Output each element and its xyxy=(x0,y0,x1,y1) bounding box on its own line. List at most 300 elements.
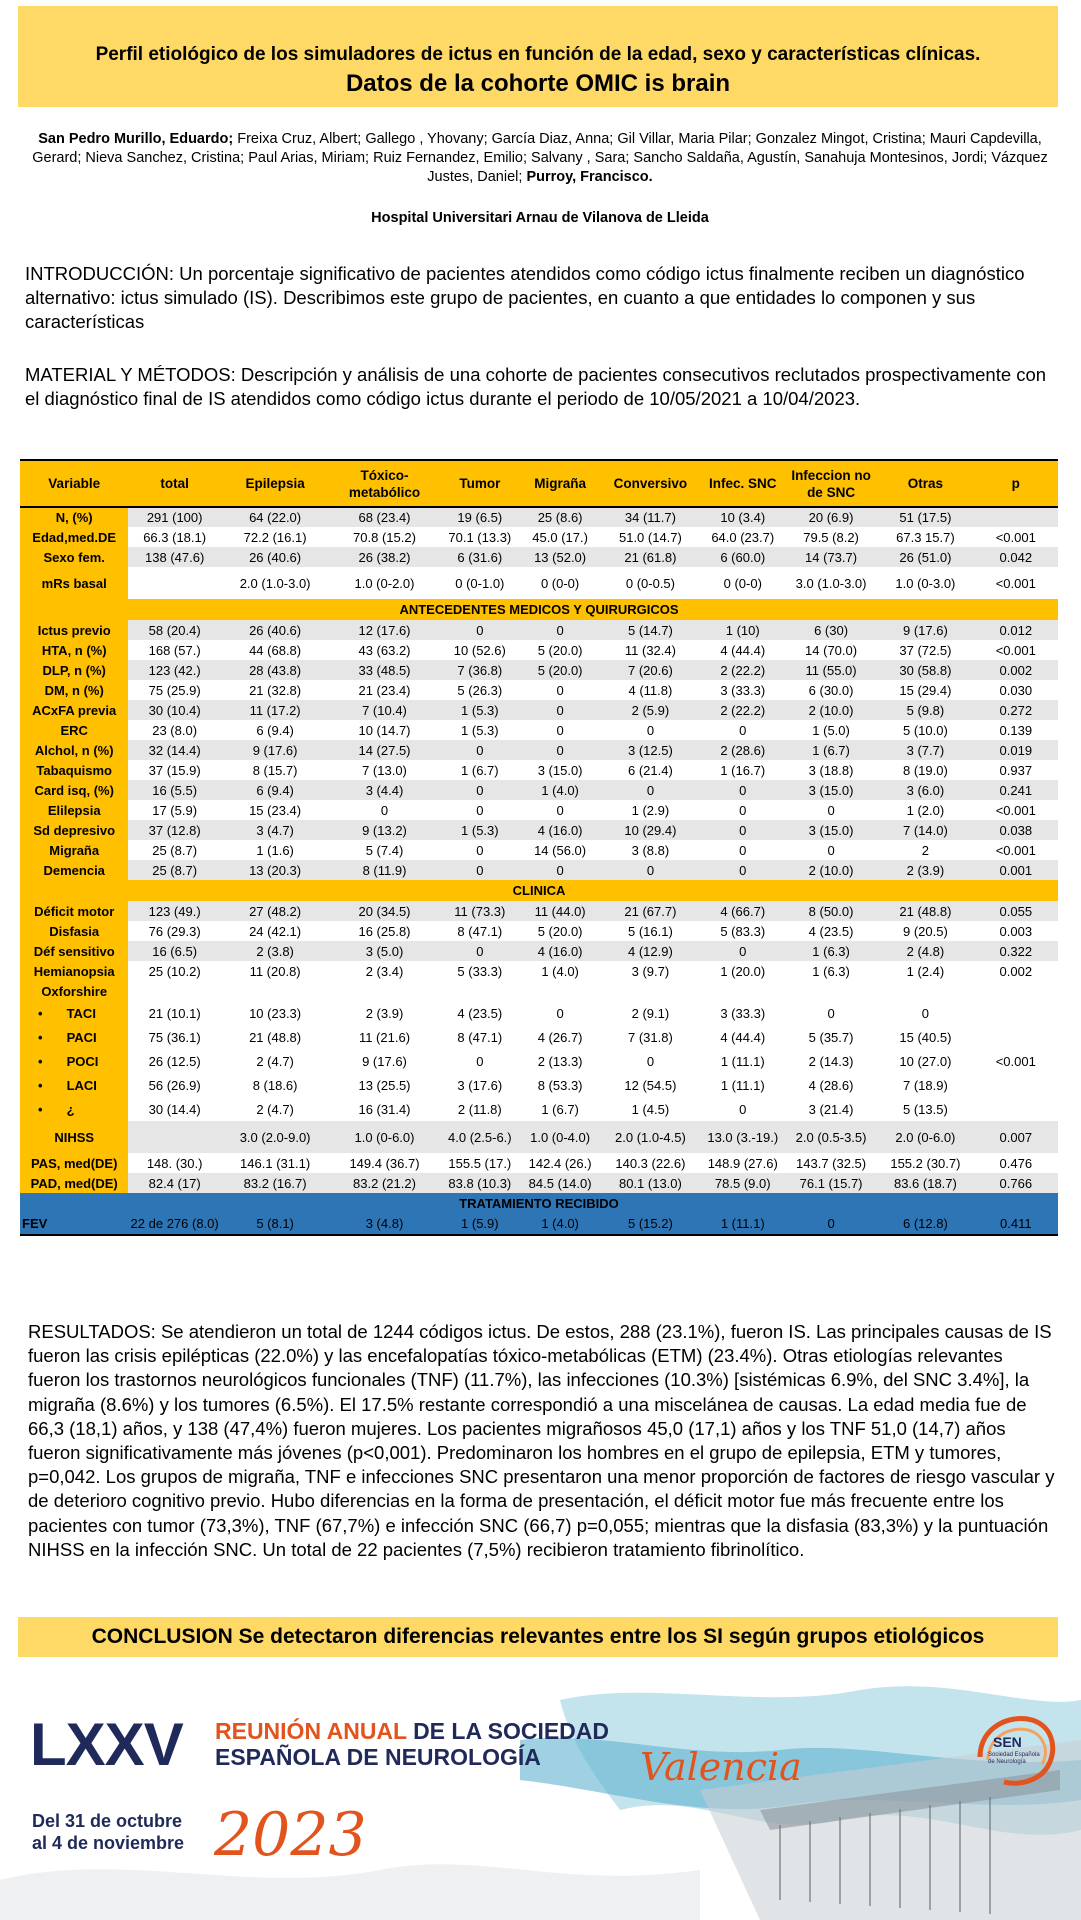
table-cell: 14 (56.0) xyxy=(534,842,587,858)
table-cell xyxy=(600,981,700,1001)
table-cell: 4 (28.6) xyxy=(808,1077,854,1093)
author-list xyxy=(22,130,1058,187)
table-header-cell: Tumor xyxy=(440,460,520,507)
table-cell: 0.038 xyxy=(974,820,1058,840)
table-cell: 58 (20.4) xyxy=(128,620,221,640)
table-cell: 8 (19.0) xyxy=(903,762,948,778)
table-cell: 4 (26.7) xyxy=(537,1029,583,1045)
last-author: Purroy, Francisco. xyxy=(526,169,653,185)
table-cell: 11 (55.0) xyxy=(785,660,877,680)
table-cell: 1 (5.3) xyxy=(440,820,520,840)
table-cell: 2 (3.9) xyxy=(365,1005,404,1021)
table-cell: 0.322 xyxy=(974,941,1058,961)
table-cell: 6 (60.0) xyxy=(701,547,785,567)
table-cell: 2 (13.3) xyxy=(537,1053,583,1069)
table-cell: 0 xyxy=(827,1005,835,1021)
table-cell: 1 (5.9) xyxy=(440,1213,520,1235)
table-cell: 32 (14.4) xyxy=(128,740,221,760)
table-cell: 4 (44.4) xyxy=(720,1029,766,1045)
table-row xyxy=(20,1153,1058,1173)
table-cell: 64.0 (23.7) xyxy=(711,529,775,545)
row-label: Déficit motor xyxy=(20,901,128,921)
table-cell: 15 (29.4) xyxy=(899,682,952,698)
table-cell: 3 (8.8) xyxy=(631,842,670,858)
table-cell: 10 (23.3) xyxy=(249,1005,302,1021)
table-cell: 14 (70.0) xyxy=(805,642,858,658)
table-cell: 5 (7.4) xyxy=(365,842,404,858)
row-label: Sexo fem. xyxy=(20,547,128,567)
table-cell: 5 (16.1) xyxy=(628,923,673,939)
table-header-cell: Conversivo xyxy=(600,460,700,507)
table-cell: 13 (20.3) xyxy=(221,860,329,880)
oxf-label: ¿ xyxy=(66,1101,75,1117)
table-cell: 5 (13.5) xyxy=(903,1101,948,1117)
table-cell: 8 (50.0) xyxy=(785,901,877,921)
table-cell: 44 (68.8) xyxy=(249,642,302,658)
table-cell: 2 (4.8) xyxy=(877,941,973,961)
row-label: Oxforshire xyxy=(20,981,128,1001)
table-cell: 28 (43.8) xyxy=(221,660,329,680)
table-cell: <0.001 xyxy=(995,575,1036,591)
table-cell: 7 (14.0) xyxy=(877,820,973,840)
table-cell: 4 (23.5) xyxy=(808,923,854,939)
table-cell: 2 (22.2) xyxy=(701,660,785,680)
table-row xyxy=(20,1073,1058,1097)
table-cell: 291 (100) xyxy=(128,507,221,527)
row-label: Déf sensitivo xyxy=(20,941,128,961)
table-cell: 2.0 (1.0-3.0) xyxy=(239,575,311,591)
table-cell: 0 xyxy=(520,740,600,760)
table-cell: 2 (4.7) xyxy=(256,1101,294,1117)
table-cell: 76.1 (15.7) xyxy=(785,1173,877,1193)
table-cell: 13 (52.0) xyxy=(520,547,600,567)
table-cell: 19 (6.5) xyxy=(440,507,520,527)
table-cell: 0 (0-1.0) xyxy=(455,575,505,591)
row-label: Card isq, (%) xyxy=(20,780,128,800)
dates-line-2: al 4 de noviembre xyxy=(32,1833,185,1853)
table-cell: 2 (10.0) xyxy=(785,860,877,880)
table-cell: 2 (22.2) xyxy=(701,700,785,720)
table-cell: 30 (10.4) xyxy=(128,700,221,720)
table-row xyxy=(20,1049,1058,1073)
table-cell: 1 (10) xyxy=(701,620,785,640)
table-cell: 155.5 (17.) xyxy=(448,1155,512,1171)
table-cell: 75 (36.1) xyxy=(148,1029,201,1045)
table-row xyxy=(20,961,1058,981)
table-cell: 56 (26.9) xyxy=(148,1077,201,1093)
table-row xyxy=(20,800,1058,820)
table-cell: 8 (47.1) xyxy=(457,1029,503,1045)
row-label: Demencia xyxy=(20,860,128,880)
table-row xyxy=(20,640,1058,660)
table-cell: 3 (15.0) xyxy=(537,762,583,778)
table-cell: 0 xyxy=(646,722,655,738)
table-cell: 10 (14.7) xyxy=(358,722,411,738)
table-cell: 25 (10.2) xyxy=(148,963,201,979)
table-cell: 0.411 xyxy=(974,1213,1058,1235)
table-cell: 25 (8.7) xyxy=(152,842,198,858)
table-cell: 4 (66.7) xyxy=(701,901,785,921)
table-cell: 0 xyxy=(739,722,747,738)
table-cell: 9 (17.6) xyxy=(362,1053,407,1069)
table-row xyxy=(20,941,1058,961)
table-cell: 13 (25.5) xyxy=(358,1077,411,1093)
table-cell: 2.0 (1.0-4.5) xyxy=(600,1121,700,1153)
table-cell: 0 xyxy=(520,860,600,880)
table-cell: 0.241 xyxy=(974,780,1058,800)
row-label: ERC xyxy=(20,720,128,740)
table-cell: 9 (13.2) xyxy=(329,820,439,840)
table-cell: 5 (20.0) xyxy=(537,642,583,658)
results-table xyxy=(20,459,1058,1236)
methods-text: MATERIAL Y MÉTODOS: Descripción y análisis de una cohorte de pacientes consecutivos reclutados prospectivamente con el diagnóstico final de IS atendidos como código ictus durante el periodo de 10/05/2021 a 10/04/2023. xyxy=(25,364,1047,409)
table-cell: 20 (34.5) xyxy=(329,901,439,921)
table-cell: 1.0 (0-3.0) xyxy=(895,575,956,591)
table-cell: 25 (8.6) xyxy=(520,507,600,527)
table-cell: 2.0 (0-6.0) xyxy=(877,1121,973,1153)
table-cell: 0.476 xyxy=(999,1155,1033,1171)
oxf-label: PACI xyxy=(66,1029,97,1045)
table-cell: 1 (11.1) xyxy=(720,1053,765,1069)
table-cell: 0 xyxy=(440,941,520,961)
table-cell: 9 (20.5) xyxy=(903,923,948,939)
table-cell: 0 xyxy=(921,1005,930,1021)
table-cell: 0.001 xyxy=(974,860,1058,880)
oxf-label: POCI xyxy=(66,1053,99,1069)
table-cell: 1 (2.4) xyxy=(906,963,945,979)
table-cell: <0.001 xyxy=(995,642,1036,658)
table-cell: 0 xyxy=(556,802,564,818)
table-row xyxy=(20,527,1058,547)
table-header-cell: Variable xyxy=(20,460,128,507)
row-label: Elilepsia xyxy=(20,800,128,820)
table-cell: 155.2 (30.7) xyxy=(890,1155,961,1171)
table-cell xyxy=(440,981,520,1001)
table-cell: 7 (10.4) xyxy=(329,700,439,720)
table-cell: 4 (16.0) xyxy=(520,941,600,961)
table-cell: 76 (29.3) xyxy=(148,923,201,939)
table-cell: 6 (21.4) xyxy=(628,762,673,778)
table-cell: 0 xyxy=(520,620,600,640)
table-cell: 11 (21.6) xyxy=(358,1029,411,1045)
table-cell: 5 (83.3) xyxy=(720,923,766,939)
table-cell xyxy=(128,567,221,599)
table-cell: 6 (31.6) xyxy=(440,547,520,567)
table-cell xyxy=(329,981,439,1001)
table-cell: 37 (12.8) xyxy=(128,820,221,840)
row-label xyxy=(20,1073,128,1097)
title-banner xyxy=(18,6,1058,107)
table-cell: 11 (17.2) xyxy=(221,700,329,720)
table-cell: 2 (14.3) xyxy=(808,1053,854,1069)
table-cell: 0 xyxy=(476,842,484,858)
sen-logo-text: SEN xyxy=(993,1734,1022,1750)
table-cell: 3 (4.8) xyxy=(329,1213,439,1235)
table-cell: 5 (8.1) xyxy=(221,1213,329,1235)
table-cell: 15 (23.4) xyxy=(249,802,302,818)
table-cell: 16 (6.5) xyxy=(128,941,221,961)
table-row xyxy=(20,901,1058,921)
table-cell: 3 (15.0) xyxy=(785,780,877,800)
table-cell: <0.001 xyxy=(995,842,1036,858)
table-cell: 0 xyxy=(476,802,484,818)
table-cell xyxy=(128,981,221,1001)
row-label xyxy=(20,1001,128,1025)
row-label: DLP, n (%) xyxy=(20,660,128,680)
table-cell: 70.1 (13.3) xyxy=(448,529,512,545)
table-cell: 2 (28.6) xyxy=(701,740,785,760)
congress-name-line-2: ESPAÑOLA DE NEUROLOGÍA xyxy=(215,1744,541,1770)
table-cell: 1 (6.7) xyxy=(785,740,877,760)
table-cell: 0 xyxy=(600,860,700,880)
table-cell: 0.012 xyxy=(974,620,1058,640)
table-cell: 83.6 (18.7) xyxy=(877,1173,973,1193)
table-cell: 16 (5.5) xyxy=(128,780,221,800)
table-cell: 2 (9.1) xyxy=(631,1005,670,1021)
co-authors: Freixa Cruz, Albert; Gallego , Yhovany; García Diaz, Anna; Gil Villar, Maria Pilar; Gonzalez Mingot, Cristina; Mauri Capdevilla, Gerard; Nieva Sanchez, Cristina; Paul Arias, Miriam; Ruiz Fernandez, Emilio; Salvany , Sara; Sancho Saldaña, Agustín, Sanahuja Montesinos, Jordi; Vázquez Justes, Daniel; xyxy=(32,131,1048,185)
table-cell: 6 (30) xyxy=(785,620,877,640)
table-cell xyxy=(128,1121,221,1153)
table-cell xyxy=(701,981,785,1001)
table-cell: 2 (11.8) xyxy=(457,1101,502,1117)
table-cell: 24 (42.1) xyxy=(249,923,302,939)
table-row xyxy=(20,780,1058,800)
table-cell xyxy=(221,981,329,1001)
table-header-cell: Infec. SNC xyxy=(701,460,785,507)
table-cell: 1 (11.1) xyxy=(720,1077,765,1093)
table-cell: 1 (5.3) xyxy=(461,722,499,738)
table-row xyxy=(20,981,1058,1001)
table-cell: 1.0 (0-6.0) xyxy=(329,1121,439,1153)
table-row xyxy=(20,1097,1058,1121)
table-cell: 0.272 xyxy=(974,700,1058,720)
table-cell xyxy=(785,981,877,1001)
row-label xyxy=(20,1025,128,1049)
table-cell: 0.042 xyxy=(974,547,1058,567)
table-cell: 3 (21.4) xyxy=(808,1101,854,1117)
table-cell: 8 (53.3) xyxy=(537,1077,583,1093)
table-cell: 64 (22.0) xyxy=(221,507,329,527)
table-cell: 3 (15.0) xyxy=(785,820,877,840)
row-label: NIHSS xyxy=(20,1121,128,1153)
table-cell: 0.139 xyxy=(999,722,1033,738)
table-cell: 0 xyxy=(556,682,564,698)
table-cell: 5 (35.7) xyxy=(808,1029,854,1045)
table-cell: 12 (17.6) xyxy=(329,620,439,640)
table-cell: 140.3 (22.6) xyxy=(615,1155,686,1171)
table-header-cell: Otras xyxy=(877,460,973,507)
row-label xyxy=(20,1049,128,1073)
table-cell: 0 xyxy=(440,780,520,800)
section-title: ANTECEDENTES MEDICOS Y QUIRURGICOS xyxy=(20,599,1058,620)
table-cell: 7 (20.6) xyxy=(600,660,700,680)
table-cell: 0.937 xyxy=(999,762,1033,778)
table-row xyxy=(20,740,1058,760)
table-cell: 4.0 (2.5-6.) xyxy=(440,1121,520,1153)
table-row xyxy=(20,720,1058,740)
row-label: DM, n (%) xyxy=(20,680,128,700)
table-row xyxy=(20,860,1058,880)
table-cell: 2 (5.9) xyxy=(600,700,700,720)
table-cell: 1 (1.6) xyxy=(256,842,294,858)
congress-city: Valencia xyxy=(640,1745,802,1789)
table-cell: 0.019 xyxy=(974,740,1058,760)
table-cell: 10 (3.4) xyxy=(701,507,785,527)
table-cell xyxy=(877,981,973,1001)
section-title: CLINICA xyxy=(20,880,1058,901)
table-cell: 3.0 (2.0-9.0) xyxy=(221,1121,329,1153)
table-cell: 0 xyxy=(476,1053,484,1069)
table-cell: 0 xyxy=(556,1005,564,1021)
table-cell: 6 (9.4) xyxy=(256,722,294,738)
table-cell: 7 (18.9) xyxy=(903,1077,948,1093)
table-row xyxy=(20,547,1058,567)
table-cell: 3 (18.8) xyxy=(808,762,854,778)
row-label: FEV xyxy=(20,1213,128,1235)
table-cell: 25 (8.7) xyxy=(128,860,221,880)
table-cell: 21 (23.4) xyxy=(358,682,411,698)
table-cell: 7 (36.8) xyxy=(440,660,520,680)
table-cell: 9 (17.6) xyxy=(877,620,973,640)
congress-year: 2023 xyxy=(214,1800,367,1870)
table-cell: 14 (27.5) xyxy=(329,740,439,760)
table-row xyxy=(20,680,1058,700)
table-cell: <0.001 xyxy=(995,529,1036,545)
table-cell: 4 (16.0) xyxy=(520,820,600,840)
table-cell: 1 (4.5) xyxy=(631,1101,670,1117)
table-cell: 6 (9.4) xyxy=(221,780,329,800)
table-cell: 15 (40.5) xyxy=(899,1029,952,1045)
table-cell: 1 (6.3) xyxy=(812,963,850,979)
table-cell: 11 (32.4) xyxy=(624,642,676,658)
title-line-2: Datos de la cohorte OMIC is brain xyxy=(345,70,731,97)
table-cell: 3 (12.5) xyxy=(600,740,700,760)
table-cell: 168 (57.) xyxy=(148,642,201,658)
row-label: PAD, med(DE) xyxy=(20,1173,128,1193)
table-row xyxy=(20,507,1058,527)
table-header-cell: Infeccion no de SNC xyxy=(785,460,877,507)
table-cell xyxy=(974,981,1058,1001)
table-cell: 2.0 (0.5-3.5) xyxy=(785,1121,877,1153)
table-cell: 1 (6.7) xyxy=(541,1101,579,1117)
table-row xyxy=(20,620,1058,640)
row-label: Hemianopsia xyxy=(20,961,128,981)
table-cell: 80.1 (13.0) xyxy=(600,1173,700,1193)
table-cell: 11 (44.0) xyxy=(520,901,600,921)
table-header-cell: p xyxy=(974,460,1058,507)
table-cell: 70.8 (15.2) xyxy=(353,529,416,545)
affiliation: Hospital Universitari Arnau de Vilanova de Lleida xyxy=(371,210,709,226)
table-cell: 3 (7.7) xyxy=(877,740,973,760)
table-cell: 1 (5.0) xyxy=(812,722,850,738)
table-cell: 138 (47.6) xyxy=(128,547,221,567)
table-cell: 7 (13.0) xyxy=(362,762,407,778)
table-cell: 0 xyxy=(827,802,835,818)
table-header-cell: Tóxico-metabólico xyxy=(329,460,439,507)
table-cell: 0 xyxy=(739,1101,747,1117)
table-row xyxy=(20,820,1058,840)
table-cell: 0.007 xyxy=(974,1121,1058,1153)
table-cell: 21 (48.8) xyxy=(249,1029,302,1045)
section-title: TRATAMIENTO RECIBIDO xyxy=(20,1193,1058,1213)
table-header-row xyxy=(20,460,1058,507)
table-cell: 1 (5.3) xyxy=(440,700,520,720)
table-cell: 22 de 276 (8.0) xyxy=(128,1213,221,1235)
table-cell: 26 (40.6) xyxy=(221,547,329,567)
table-cell: 5 (20.0) xyxy=(537,923,583,939)
table-cell: 21 (10.1) xyxy=(148,1005,201,1021)
table-cell: 2 (4.7) xyxy=(256,1053,294,1069)
table-header-cell: Migraña xyxy=(520,460,600,507)
table-cell: 6 (30.0) xyxy=(808,682,854,698)
table-cell: 83.2 (21.2) xyxy=(329,1173,439,1193)
table-cell: 0 xyxy=(646,1053,655,1069)
row-label: Sd depresivo xyxy=(20,820,128,840)
table-cell: 0 xyxy=(701,780,785,800)
table-row xyxy=(20,700,1058,720)
congress-name xyxy=(215,1718,609,1770)
table-row xyxy=(20,1001,1058,1025)
table-cell: 5 (26.3) xyxy=(457,682,503,698)
table-cell: 26 (51.0) xyxy=(877,547,973,567)
table-cell: 16 (31.4) xyxy=(358,1101,411,1117)
table-cell: 0 xyxy=(739,842,747,858)
table-cell: 142.4 (26.) xyxy=(528,1155,592,1171)
bullet-icon: • xyxy=(38,1053,43,1069)
table-cell: 1 (20.0) xyxy=(720,963,766,979)
congress-dates xyxy=(32,1810,184,1854)
table-cell: 143.7 (32.5) xyxy=(796,1155,867,1171)
table-row xyxy=(20,1025,1058,1049)
table-cell: 26 (38.2) xyxy=(329,547,439,567)
table-cell: 33 (48.5) xyxy=(329,660,439,680)
table-cell: 5 (33.3) xyxy=(457,963,503,979)
table-cell xyxy=(520,981,600,1001)
table-cell: 3 (9.7) xyxy=(631,963,670,979)
table-cell: 1 (2.0) xyxy=(906,802,945,818)
table-cell: 0 (0-0) xyxy=(723,575,762,591)
table-cell: 82.4 (17) xyxy=(128,1173,221,1193)
table-cell: 37 (72.5) xyxy=(899,642,952,658)
table-row xyxy=(20,1213,1058,1235)
table-section-row xyxy=(20,599,1058,620)
table-cell: 43 (63.2) xyxy=(358,642,411,658)
table-cell: 2 (3.9) xyxy=(877,860,973,880)
table-cell: 123 (49.) xyxy=(128,901,221,921)
table-cell: 3 (33.3) xyxy=(720,682,766,698)
table-cell: 0 xyxy=(701,860,785,880)
table-cell: 1 (4.0) xyxy=(520,1213,600,1235)
row-label: ACxFA previa xyxy=(20,700,128,720)
table-cell: 0.002 xyxy=(974,660,1058,680)
table-cell: 26 (12.5) xyxy=(148,1053,201,1069)
table-cell: 20 (6.9) xyxy=(785,507,877,527)
table-section-row xyxy=(20,880,1058,901)
table-cell: 3 (33.3) xyxy=(720,1005,766,1021)
table-cell: 8 (18.6) xyxy=(252,1077,298,1093)
table-cell: 0 xyxy=(520,700,600,720)
table-cell: 23 (8.0) xyxy=(152,722,198,738)
table-cell: 1 (16.7) xyxy=(720,762,766,778)
table-cell: 5 (9.8) xyxy=(877,700,973,720)
conclusion-banner: CONCLUSION Se detectaron diferencias relevantes entre los SI según grupos etiológicos xyxy=(18,1617,1058,1657)
table-row xyxy=(20,840,1058,860)
table-cell: 9 (17.6) xyxy=(221,740,329,760)
table-cell: 0.003 xyxy=(999,923,1033,939)
table-cell: 67.3 15.7) xyxy=(896,529,955,545)
table-cell: 34 (11.7) xyxy=(600,507,700,527)
table-cell: 1 (11.1) xyxy=(701,1213,785,1235)
